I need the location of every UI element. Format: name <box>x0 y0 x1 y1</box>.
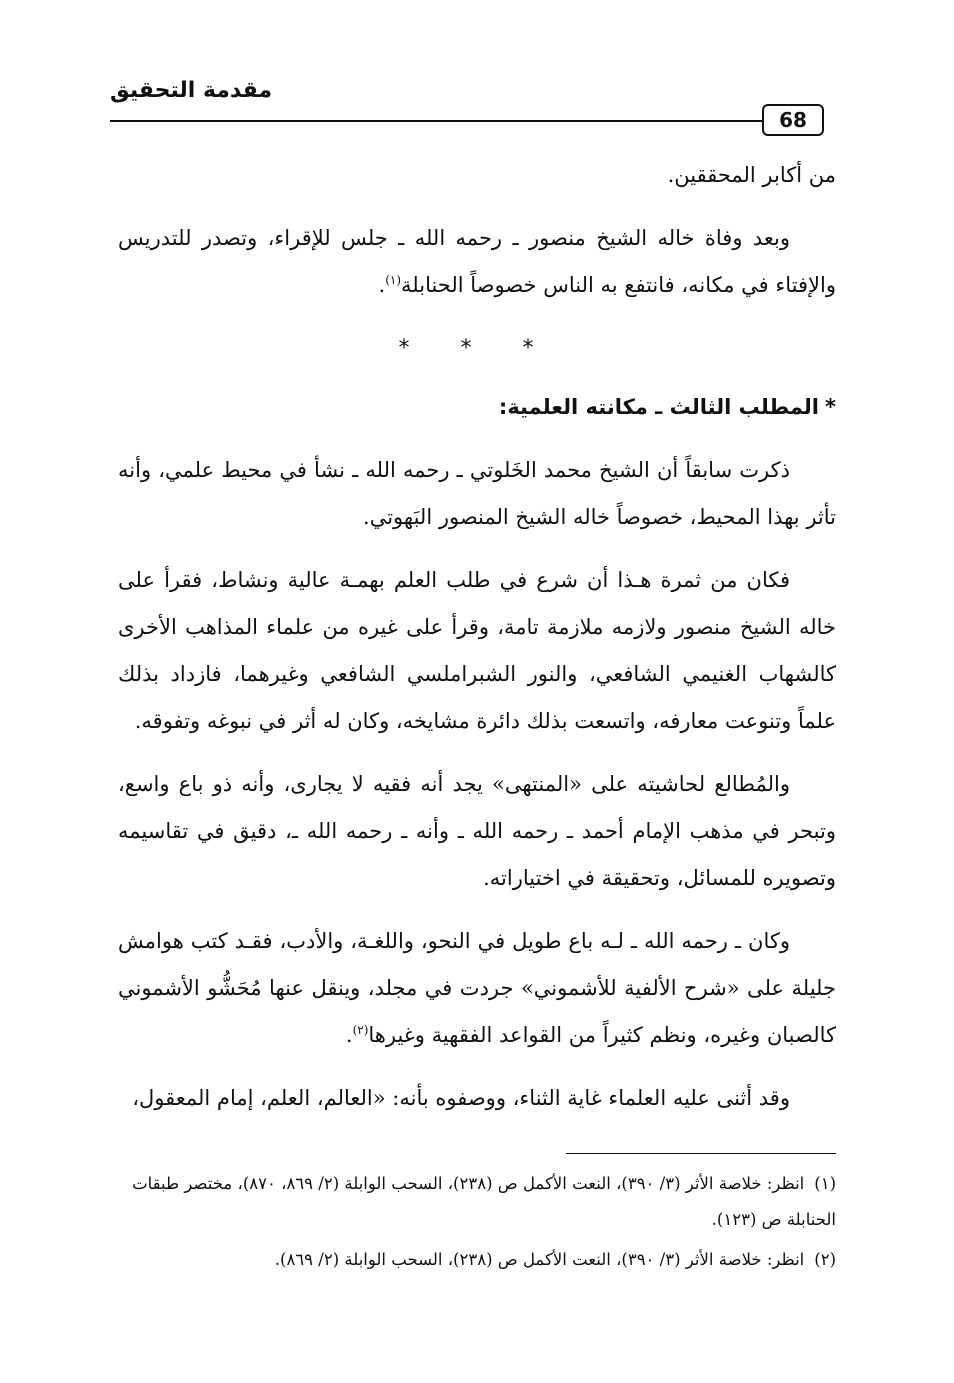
footnote <box>118 1166 836 1238</box>
header-rule <box>110 120 762 122</box>
paragraph-text: من أكابر المحققين. <box>667 163 836 187</box>
running-title: مقدمة التحقيق <box>110 78 273 103</box>
paragraph <box>118 152 836 199</box>
footnote-ref[interactable]: (١) <box>385 273 402 287</box>
heading-text: المطلب الثالث ـ مكانته العلمية: <box>498 395 820 419</box>
main-text <box>118 152 836 1138</box>
paragraph: والمُطالع لحاشيته على «المنتهى» يجد أنه فقيه لا يجارى، وأنه ذو باع واسع، وتبحر في مذهب الإمام أحمد ـ رحمه الله ـ وأنه ـ رحمه الله ـ، دقيق في تقاسيمه وتصويره للمسائل، وتحقيقة في اختياراته. <box>118 772 836 890</box>
footnote-number: (٢) <box>814 1250 836 1269</box>
footnote <box>118 1242 836 1278</box>
paragraph <box>118 918 836 1059</box>
page-number: 68 <box>762 104 824 136</box>
paragraph-text: وبعد وفاة خاله الشيخ منصور ـ رحمه الله ـ جلس للإقراء، وتصدر للتدريس والإفتاء في مكانه، فانتفع به الناس خصوصاً الحنابلة <box>118 226 836 297</box>
section-heading <box>118 384 836 431</box>
footnote-text: انظر: خلاصة الأثر (٣/ ٣٩٠)، النعت الأكمل ص (٢٣٨)، السحب الوابلة (٢/ ٨٦٩). <box>274 1250 805 1269</box>
paragraph-end: . <box>378 273 386 297</box>
paragraph: وقد أثنى عليه العلماء غاية الثناء، ووصفوه بأنه: «العالم، العلم، إمام المعقول، <box>132 1086 790 1110</box>
footnotes <box>118 1166 836 1282</box>
paragraph: فكان من ثمرة هـذا أن شرع في طلب العلم بهمـة عالية ونشاط، فقرأ على خاله الشيخ منصور ولازمه ملازمة تامة، وقرأ على غيره من علماء المذاهب الأخرى كالشهاب الغنيمي الشافعي، والنور الشبراملسي الشافعي وغيرهما، فازداد بذلك علماً وتنوعت معارفه، واتسعت بذلك دائرة مشايخه، وكان له أثر في نبوغه وتفوقه. <box>118 568 836 733</box>
heading-star-icon: * <box>825 395 836 419</box>
paragraph-end: . <box>345 1023 353 1047</box>
footnote-text: انظر: خلاصة الأثر (٣/ ٣٩٠)، النعت الأكمل ص (٢٣٨)، السحب الوابلة (٢/ ٨٦٩، ٨٧٠)، مختصر طبقات الحنابلة ص (١٢٣). <box>132 1174 836 1229</box>
section-separator: * * * <box>398 336 556 361</box>
footnote-number: (١) <box>814 1174 836 1193</box>
footnote-ref[interactable]: (٢) <box>352 1023 369 1037</box>
paragraph-text: وكان ـ رحمه الله ـ لـه باع طويل في النحو، واللغـة، والأدب، فقـد كتب هوامش جليلة على «شرح الألفية للأشموني» جردت في مجلد، وينقل عنها مُحَشُّو الأشموني كالصبان وغيره، ونظم كثيراً من القواعد الفقهية وغيرها <box>118 929 836 1047</box>
paragraph <box>118 215 836 309</box>
footnote-rule <box>566 1153 836 1154</box>
paragraph: ذكرت سابقاً أن الشيخ محمد الخَلوتي ـ رحمه الله ـ نشأ في محيط علمي، وأنه تأثر بهذا المحيط، خصوصاً خاله الشيخ المنصور البَهوتي. <box>118 458 836 529</box>
